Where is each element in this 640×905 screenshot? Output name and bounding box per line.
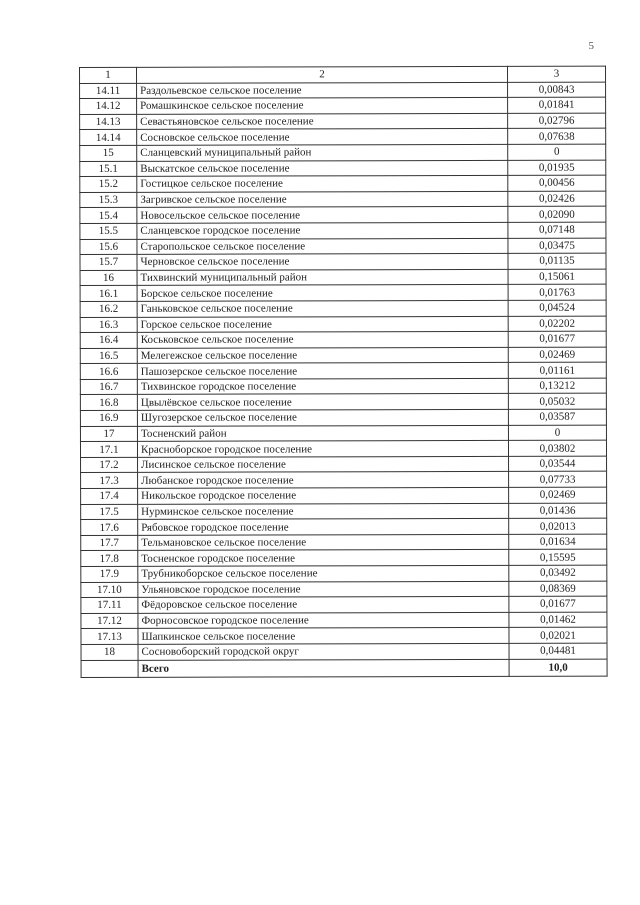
row-name-cell: Ганьковское сельское поселение — [137, 300, 508, 317]
row-value-cell: 0,02013 — [509, 518, 607, 534]
row-number-cell: 15.4 — [80, 208, 137, 224]
row-value-cell: 0 — [508, 425, 606, 441]
row-value-cell: 0,03475 — [508, 238, 606, 254]
table-row — [80, 144, 606, 161]
table-row — [81, 581, 607, 598]
table-row — [80, 300, 606, 317]
row-name-cell: Горское сельское поселение — [137, 316, 508, 333]
table-row — [80, 284, 606, 301]
row-name-cell: Нурминское сельское поселение — [138, 503, 509, 520]
total-value-cell: 10,0 — [509, 659, 607, 676]
table-row — [80, 206, 606, 223]
row-value-cell: 0,03587 — [508, 409, 606, 425]
row-name-cell: Загривское сельское поселение — [137, 191, 508, 208]
row-name-cell: Ромашкинское сельское поселение — [137, 98, 508, 115]
row-value-cell: 0,02426 — [508, 191, 606, 207]
row-name-cell: Сосновоборский городской округ — [138, 643, 509, 660]
total-row — [81, 659, 607, 677]
row-name-cell: Рябовское городское поселение — [138, 519, 509, 536]
table-row — [80, 440, 606, 457]
table-row — [80, 394, 606, 411]
row-number-cell: 17 — [80, 426, 137, 442]
table-row — [81, 487, 607, 504]
row-value-cell: 0,13212 — [508, 378, 606, 394]
row-value-cell: 0,00456 — [508, 175, 606, 191]
table-row — [80, 97, 606, 114]
row-number-cell: 15.5 — [80, 223, 137, 239]
row-number-cell: 14.12 — [80, 99, 137, 115]
row-number-cell: 14.13 — [80, 114, 137, 130]
row-value-cell: 0,07733 — [509, 472, 607, 488]
row-value-cell: 0,05032 — [508, 394, 606, 410]
row-number-cell: 16.3 — [80, 317, 137, 333]
row-name-cell: Сланцевское городское поселение — [137, 222, 508, 239]
row-value-cell: 0,01436 — [509, 503, 607, 519]
table-row — [81, 627, 607, 644]
row-value-cell: 0,02796 — [508, 113, 606, 129]
row-name-cell: Сосновское сельское поселение — [137, 129, 508, 146]
distribution-table — [79, 66, 608, 678]
table-row — [80, 238, 606, 255]
row-number-cell: 17.11 — [81, 598, 138, 614]
table-row — [80, 113, 606, 130]
row-value-cell: 0,04481 — [509, 643, 607, 659]
row-number-cell: 16.5 — [80, 348, 137, 364]
row-name-cell: Коськовское сельское поселение — [137, 331, 508, 348]
row-number-cell: 15 — [80, 145, 137, 161]
row-number-cell: 16.6 — [80, 364, 137, 380]
row-name-cell: Выскатское сельское поселение — [137, 160, 508, 177]
table-row — [80, 378, 606, 395]
table-row — [80, 269, 606, 286]
row-value-cell: 0,01634 — [509, 534, 607, 550]
row-name-cell: Лисинское сельское поселение — [138, 456, 509, 473]
row-name-cell: Шапкинское сельское поселение — [138, 628, 509, 645]
row-name-cell: Цвылёвское сельское поселение — [137, 394, 508, 411]
row-value-cell: 0,02469 — [508, 347, 606, 363]
row-number-cell: 17.3 — [81, 473, 138, 489]
row-number-cell: 16.8 — [80, 395, 137, 411]
row-name-cell: Борское сельское поселение — [137, 285, 508, 302]
row-value-cell: 0,07638 — [508, 128, 606, 144]
row-number-cell: 17.6 — [81, 520, 138, 536]
row-name-cell: Старопольское сельское поселение — [137, 238, 508, 255]
row-number-cell: 17.13 — [81, 629, 138, 645]
row-number-cell: 17.10 — [81, 582, 138, 598]
table-row — [80, 331, 606, 348]
row-number-cell: 16.9 — [80, 410, 137, 426]
table-row — [81, 565, 607, 582]
row-name-cell: Гостицкое сельское поселение — [137, 176, 508, 193]
table-row — [81, 612, 607, 629]
table-row — [80, 128, 606, 145]
table-row — [81, 534, 607, 551]
table-row — [80, 175, 606, 192]
table-row — [80, 362, 606, 379]
table-body — [80, 82, 608, 660]
row-number-cell: 17.2 — [81, 457, 138, 473]
row-number-cell: 18 — [81, 644, 138, 660]
row-number-cell: 17.1 — [80, 442, 137, 458]
row-value-cell: 0,03544 — [509, 456, 607, 472]
column-header-1: 1 — [80, 67, 137, 83]
row-number-cell: 14.11 — [80, 83, 137, 99]
table-row — [80, 316, 606, 333]
row-number-cell: 15.7 — [80, 254, 137, 270]
table-header-row — [80, 66, 606, 83]
row-value-cell: 0,01677 — [508, 331, 606, 347]
table-row — [81, 503, 607, 520]
row-number-cell: 14.14 — [80, 130, 137, 146]
row-value-cell: 0,03492 — [509, 565, 607, 581]
row-value-cell: 0,01135 — [508, 253, 606, 269]
table-row — [80, 160, 606, 177]
row-number-cell: 17.8 — [81, 551, 138, 567]
total-number-cell — [81, 660, 138, 677]
row-value-cell: 0,15595 — [509, 550, 607, 566]
row-name-cell: Форносовское городское поселение — [138, 612, 509, 629]
row-value-cell: 0,15061 — [508, 269, 606, 285]
row-number-cell: 15.2 — [80, 177, 137, 193]
row-number-cell: 17.12 — [81, 613, 138, 629]
table-row — [81, 472, 607, 489]
row-value-cell: 0,01841 — [508, 97, 606, 113]
row-name-cell: Раздольевское сельское поселение — [137, 82, 508, 99]
table-row — [81, 550, 607, 567]
row-number-cell: 16.1 — [80, 286, 137, 302]
row-name-cell: Сланцевский муниципальный район — [137, 144, 508, 161]
row-name-cell: Трубникоборское сельское поселение — [138, 565, 509, 582]
row-value-cell: 0,00843 — [508, 82, 606, 98]
table-row — [80, 222, 606, 239]
row-value-cell: 0,01677 — [509, 596, 607, 612]
row-value-cell: 0,01935 — [508, 160, 606, 176]
row-name-cell: Тихвинское городское поселение — [137, 378, 508, 395]
row-value-cell: 0 — [508, 144, 606, 160]
row-name-cell: Тосненское городское поселение — [138, 550, 509, 567]
row-name-cell: Тихвинский муниципальный район — [137, 269, 508, 286]
row-name-cell: Севастьяновское сельское поселение — [137, 113, 508, 130]
row-number-cell: 15.6 — [80, 239, 137, 255]
column-header-3: 3 — [507, 66, 605, 82]
row-number-cell: 16.4 — [80, 332, 137, 348]
row-value-cell: 0,02090 — [508, 206, 606, 222]
row-number-cell: 17.9 — [81, 566, 138, 582]
row-name-cell: Тельмановское сельское поселение — [138, 534, 509, 551]
row-number-cell: 16 — [80, 270, 137, 286]
row-name-cell: Тосненский район — [137, 425, 508, 442]
table-row — [80, 409, 606, 426]
row-value-cell: 0,01462 — [509, 612, 607, 628]
row-number-cell: 16.2 — [80, 301, 137, 317]
row-value-cell: 0,03802 — [508, 440, 606, 456]
row-name-cell: Никольское городское поселение — [138, 487, 509, 504]
table-row — [81, 596, 607, 613]
table-row — [80, 347, 606, 364]
row-number-cell: 15.3 — [80, 192, 137, 208]
page-number: 5 — [588, 40, 594, 52]
row-name-cell: Фёдоровское сельское поселение — [138, 597, 509, 614]
row-number-cell: 17.7 — [81, 535, 138, 551]
table-row — [80, 82, 606, 99]
row-value-cell: 0,01161 — [508, 362, 606, 378]
table-row — [81, 518, 607, 535]
row-name-cell: Шугозерское сельское поселение — [137, 409, 508, 426]
table-row — [80, 191, 606, 208]
row-name-cell: Новосельское сельское поселение — [137, 207, 508, 224]
row-value-cell: 0,01763 — [508, 284, 606, 300]
row-number-cell: 17.5 — [81, 504, 138, 520]
row-number-cell: 17.4 — [81, 488, 138, 504]
row-value-cell: 0,02202 — [508, 316, 606, 332]
row-value-cell: 0,08369 — [509, 581, 607, 597]
row-name-cell: Красноборское городское поселение — [137, 441, 508, 458]
row-name-cell: Мелегежское сельское поселение — [137, 347, 508, 364]
row-number-cell: 15.1 — [80, 161, 137, 177]
row-name-cell: Черновское сельское поселение — [137, 254, 508, 271]
table-row — [80, 425, 606, 442]
row-name-cell: Пашозерское сельское поселение — [137, 363, 508, 380]
row-number-cell: 16.7 — [80, 379, 137, 395]
row-value-cell: 0,02021 — [509, 627, 607, 643]
column-header-2: 2 — [137, 66, 508, 83]
row-value-cell: 0,07148 — [508, 222, 606, 238]
table-row — [81, 643, 607, 660]
table-row — [81, 456, 607, 473]
total-label-cell: Всего — [138, 659, 509, 677]
row-name-cell: Ульяновское городское поселение — [138, 581, 509, 598]
row-value-cell: 0,04524 — [508, 300, 606, 316]
table-row — [80, 253, 606, 270]
row-name-cell: Любанское городское поселение — [138, 472, 509, 489]
row-value-cell: 0,02469 — [509, 487, 607, 503]
